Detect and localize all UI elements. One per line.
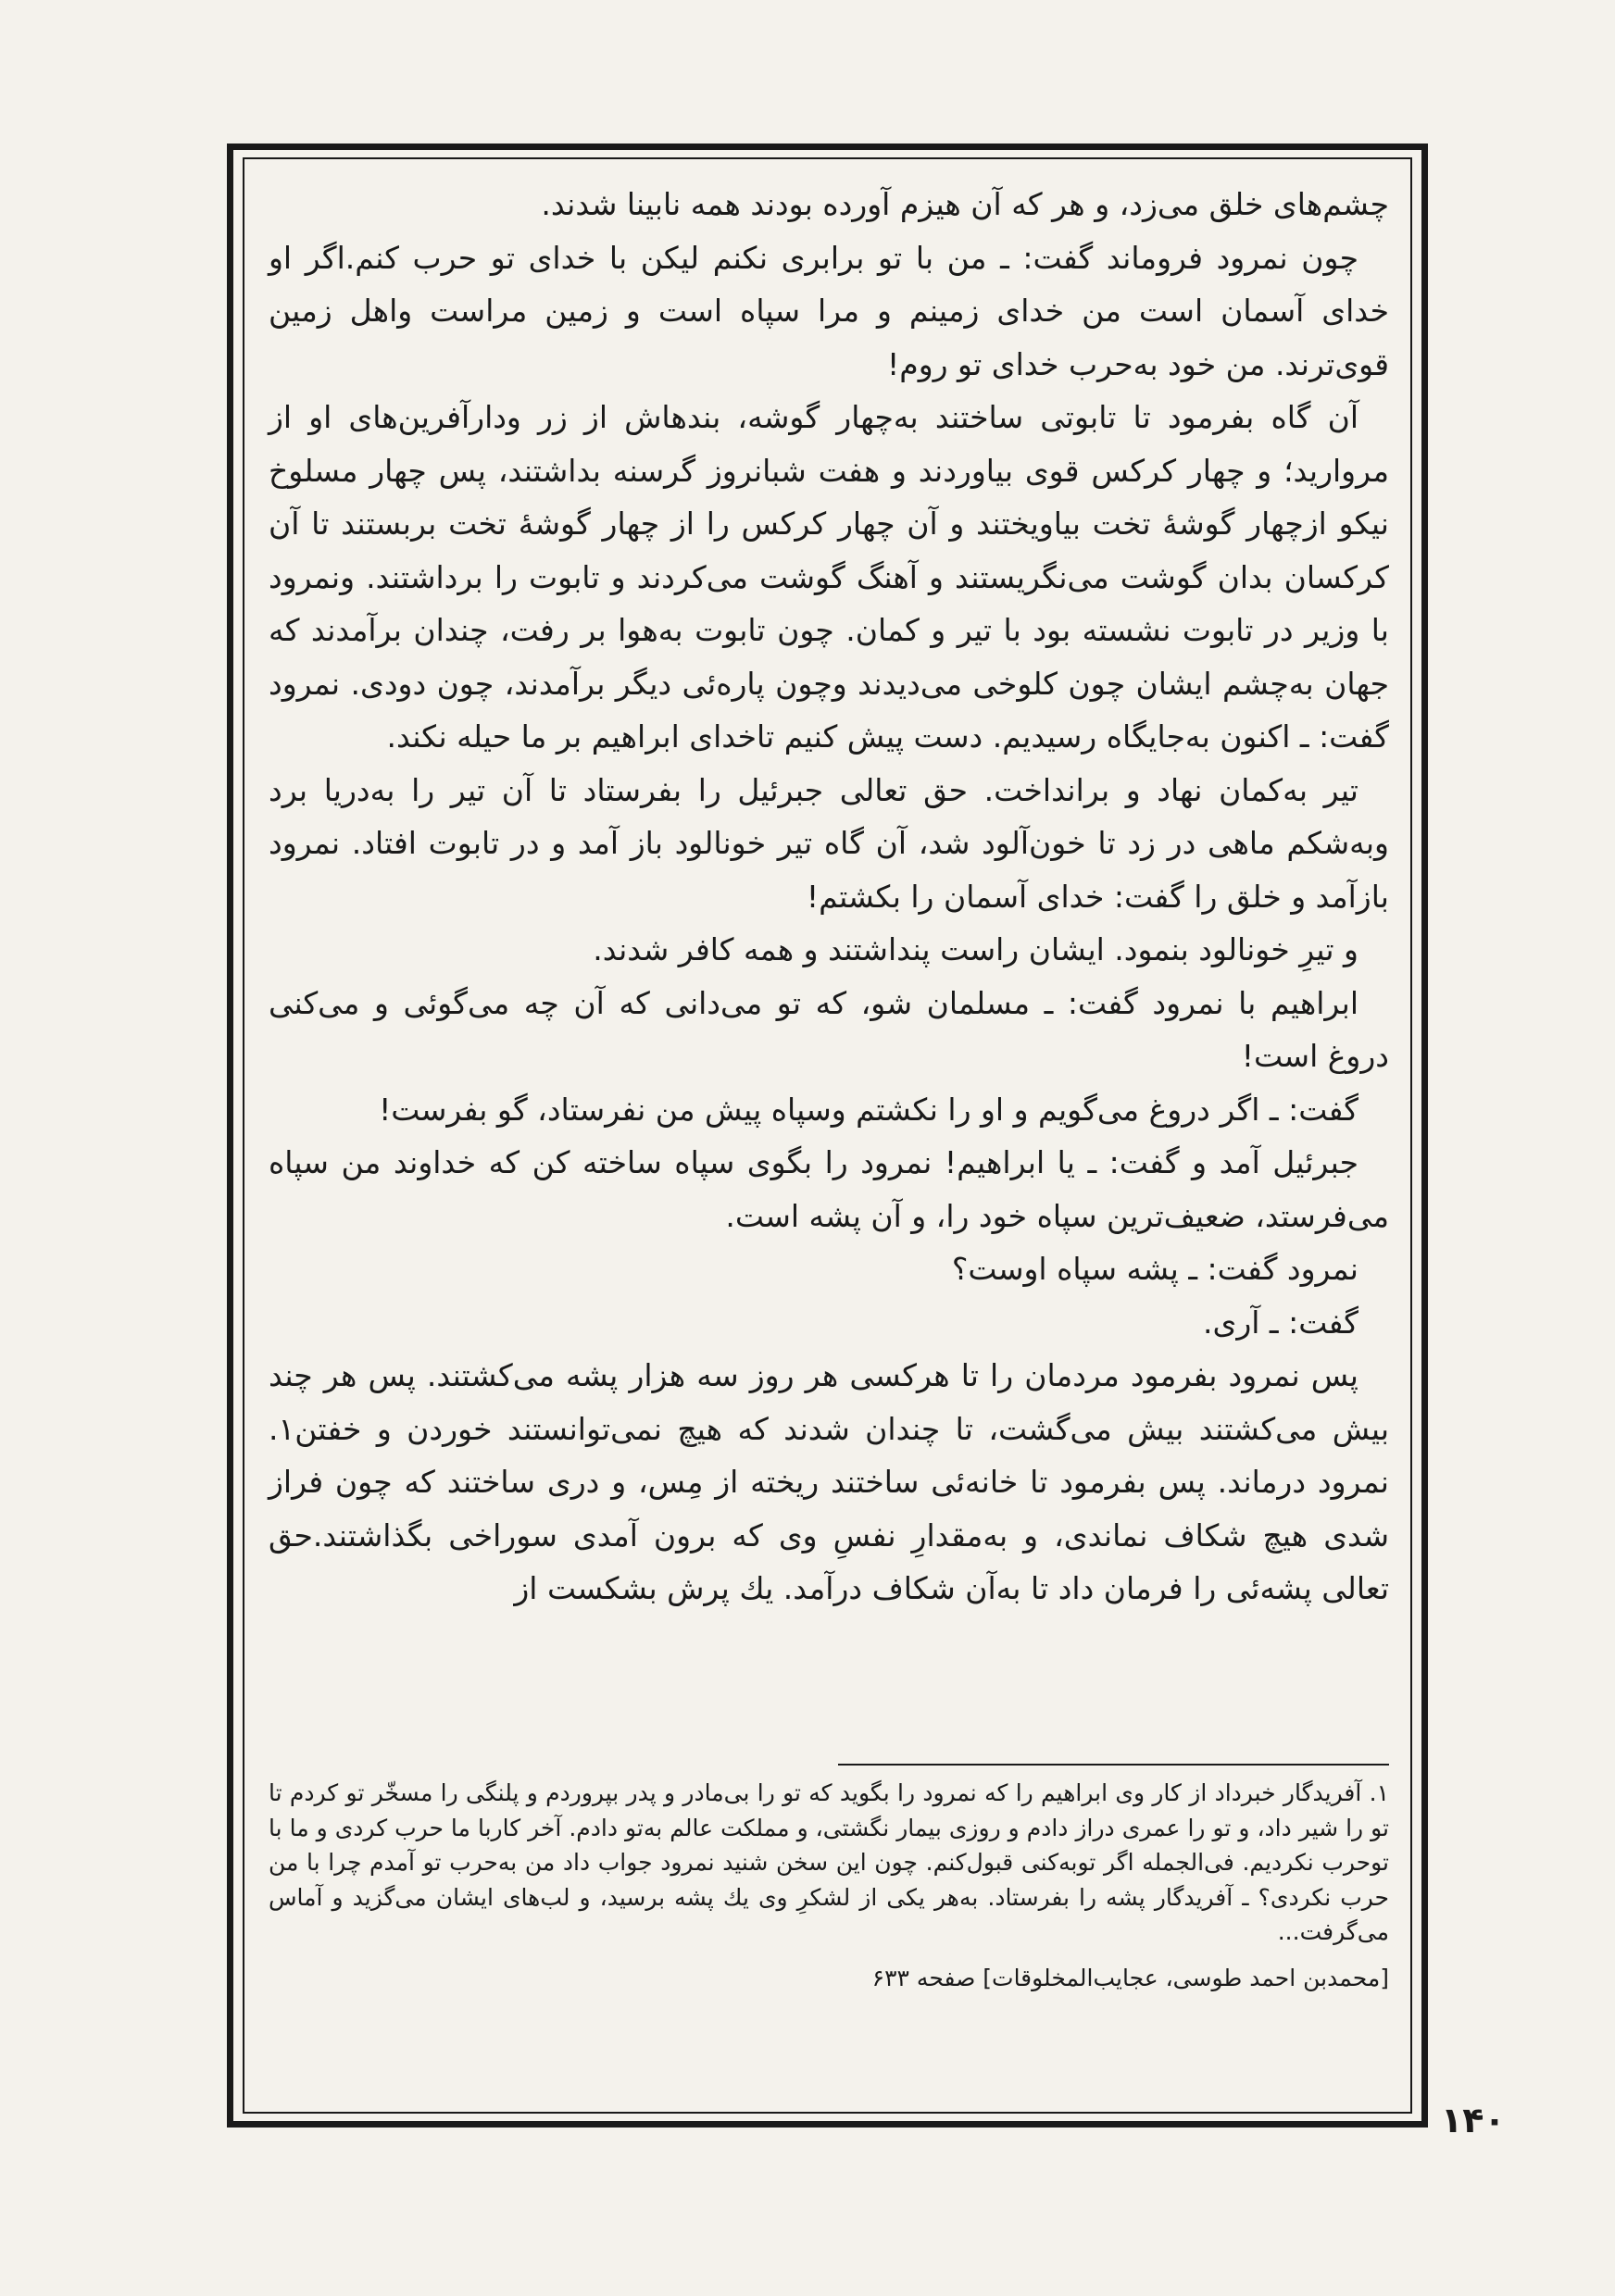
- paragraph: ابراهیم با نمرود گفت: ـ مسلمان شو، که تو می‌دانی که آن چه می‌گوئی و می‌کنی دروغ است!: [269, 984, 1389, 1074]
- paragraph: پس نمرود بفرمود مردمان را تا هرکسی هر روز سه هزار پشه می‌کشتند. پس هر چند بیش می‌کشتند بیش می‌گشت، تا چندان شدند که هیچ نمی‌توانستند خوردن و خفتن۱. نمرود درماند. پس بفرمود تا خانه‌ئی ساختند ریخته از مِس، و دری ساختند که چون فراز شدی هیچ شکاف نماندی، و به‌مقدارِ نفسِ وی که برون آمدی سوراخی بگذاشتند.حق تعالی پشه‌ئی را فرمان داد تا به‌آن شکاف درآمد. یك پرش بشکست از: [269, 1357, 1389, 1606]
- paragraph: چون نمرود فروماند گفت: ـ من با تو برابری نکنم لیکن با خدای تو حرب کنم.اگر او خدای آسمان است من خدای زمینم و مرا سپاه است و زمین مراست واهل زمین قوی‌ترند. من خود به‌حرب خدای تو روم!: [269, 239, 1389, 382]
- source-citation: [محمدبن احمد طوسی، عجایب‌المخلوقات] صفحه ۶۳۳: [871, 1964, 1389, 1991]
- paragraph: نمرود گفت: ـ پشه سپاه اوست؟: [951, 1251, 1358, 1287]
- paragraph: گفت: ـ آری.: [1203, 1304, 1358, 1341]
- footnote: ۱. آفریدگار خبرداد از کار وی ابراهیم را که نمرود را بگوید که تو را بی‌مادر و پدر بپروردم و پلنگی را مسخّر تو کردم تا تو را شیر داد، و تو را عمری دراز دادم و روزی بیمار نگشتی، و مملکت عالم به‌تو دادم. آخر کاربا ما حرب کردی و ما با توحرب نکردیم. فی‌الجمله اگر توبه‌کنی قبول‌کنم. چون این سخن شنید نمرود جواب داد من به‌حرب تو آمدم چرا با من حرب نکردی؟ ـ آفریدگار پشه را بفرستاد. به‌هر یکی از لشکرِ وی یك پشه برسید، و لب‌های ایشان می‌گزید و آماس می‌گرفت...: [269, 1779, 1389, 1945]
- paragraph: تیر به‌کمان نهاد و برانداخت. حق تعالی جبرئیل را بفرستاد تا آن تیر را به‌دریا برد وبه‌شکم ماهی در زد تا خون‌آلود شد، آن گاه تیر خونالود باز آمد و در تابوت افتاد. نمرود بازآمد و خلق را گفت: خدای آسمان را بکشتم!: [269, 771, 1389, 915]
- footnotes: [269, 1776, 1389, 1995]
- paragraph: گفت: ـ اگر دروغ می‌گویم و او را نکشتم وسپاه پیش من نفرستاد، گو بفرست!: [379, 1091, 1358, 1128]
- paragraph: و تیرِ خونالود بنمود. ایشان راست پنداشتند و همه کافر شدند.: [593, 931, 1358, 967]
- paragraph: جبرئیل آمد و گفت: ـ یا ابراهیم! نمرود را بگوی سپاه ساخته کن که خداوند من سپاه می‌فرستد، ضعیف‌ترین سپاه خود را، و آن پشه است.: [269, 1144, 1389, 1234]
- footnote-divider: [838, 1764, 1389, 1766]
- paragraph: آن گاه بفرمود تا تابوتی ساختند به‌چهار گوشه، بندهاش از زر ودارآفرین‌های او از مروارید؛ و چهار کرکس قوی بیاوردند و هفت شبانروز گرسنه بداشتند، پس چهار مسلوخ نیکو ازچهار گوشهٔ تخت بیاویختند و آن چهار کرکس را از چهار گوشهٔ تخت بربستند تا آن کرکسان بدان گوشت می‌نگریستند و آهنگ گوشت می‌کردند و تابوت را برداشتند. ونمرود با وزیر در تابوت نشسته بود با تیر و کمان. چون تابوت به‌هوا بر رفت، چندان برآمدند که جهان به‌چشم ایشان چون کلوخی می‌دیدند وچون پاره‌ئی دیگر برآمدند، چون دودی. نمرود گفت: ـ اکنون به‌جایگاه رسیدیم. دست پیش کنیم تاخدای ابراهیم بر ما حیله نکند.: [269, 399, 1389, 755]
- main-text: [269, 178, 1389, 1616]
- paragraph: چشم‌های خلق می‌زد، و هر که آن هیزم آورده بودند همه نابینا شدند.: [541, 186, 1389, 222]
- page-number: ۱۴۰: [1441, 2100, 1506, 2140]
